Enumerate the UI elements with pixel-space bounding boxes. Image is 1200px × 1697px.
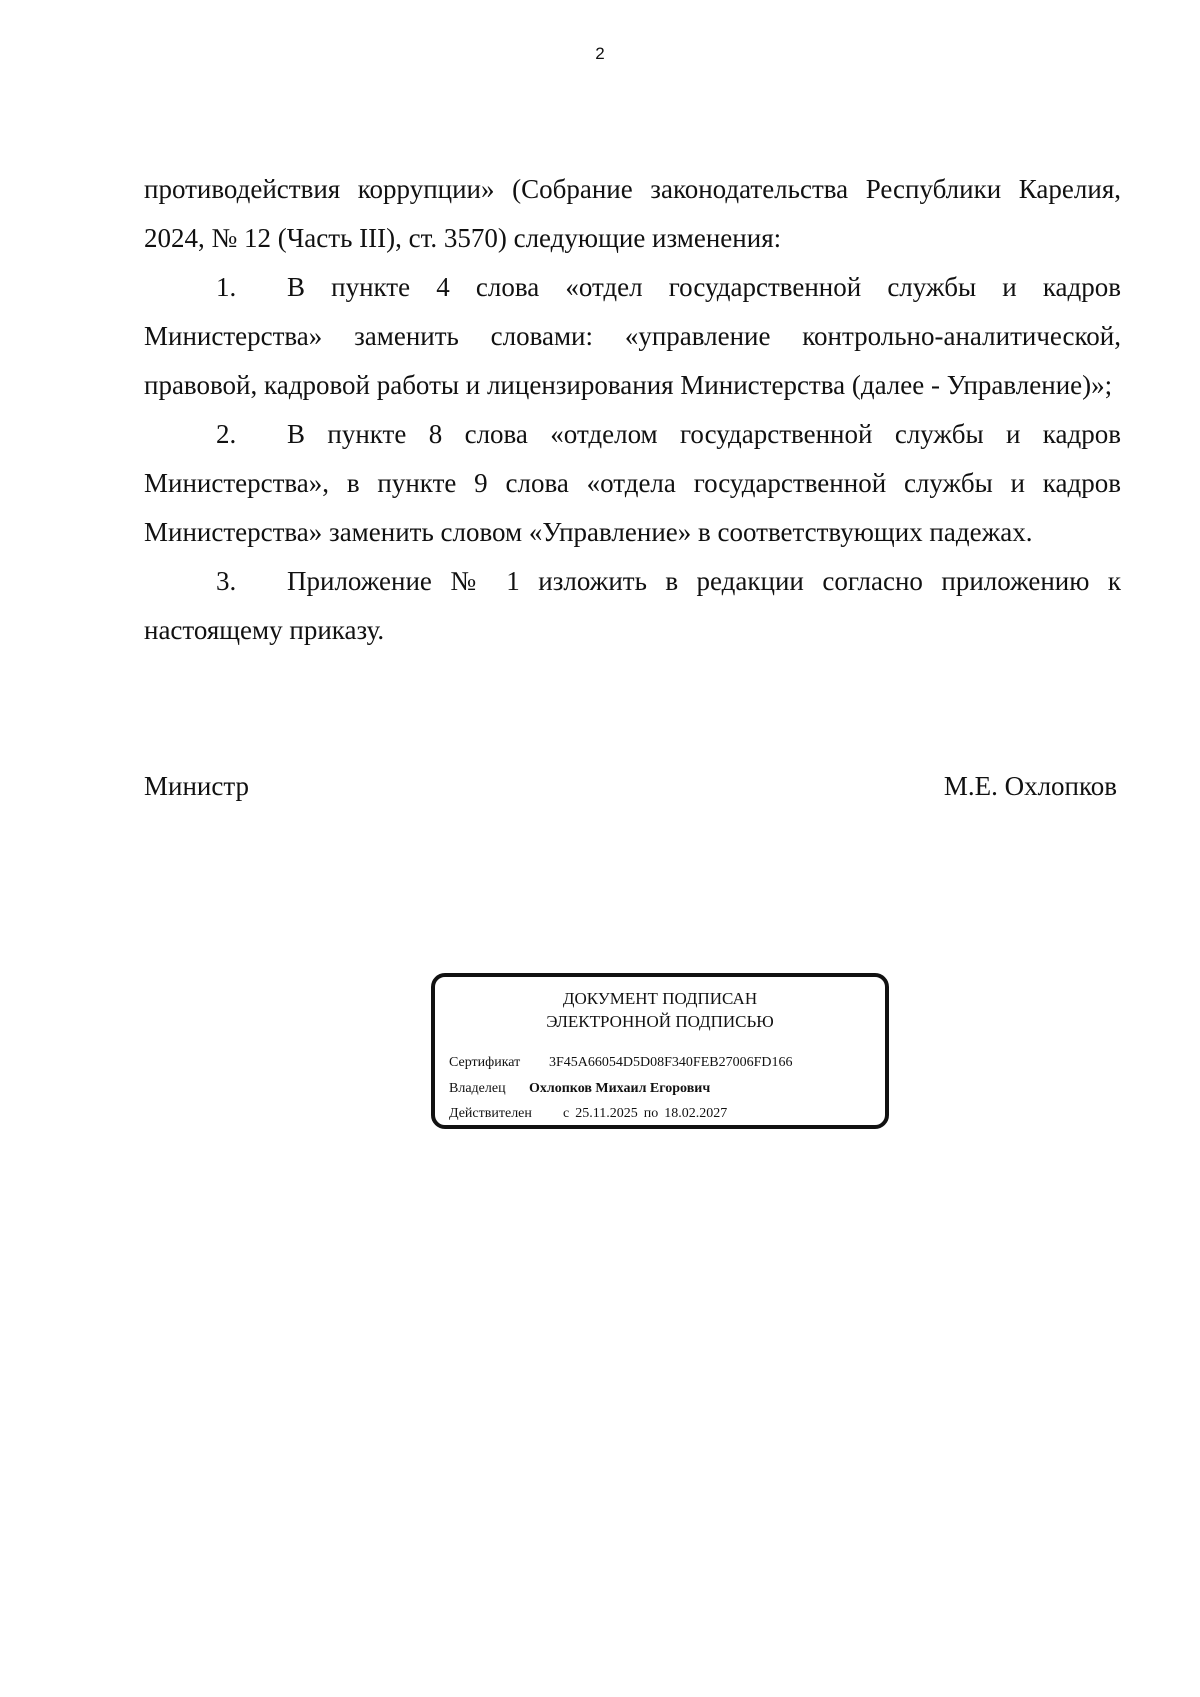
stamp-certificate-row [449,1055,792,1071]
stamp-owner-row [449,1081,710,1097]
item-text: Приложение № 1 изложить в редакции согласно приложению к настоящему приказу. [144,566,1121,645]
certificate-value: 3F45A66054D5D08F340FEB27006FD166 [549,1055,793,1070]
electronic-signature-stamp [431,973,889,1129]
list-item [144,410,1121,557]
validity-label: Действителен [449,1106,532,1121]
item-number: 1. [216,272,237,302]
page-number: 2 [595,44,605,63]
document-body [144,165,1121,655]
owner-label: Владелец [449,1081,506,1096]
certificate-label: Сертификат [449,1055,521,1070]
signatory-name: М.Е. Охлопков [943,771,1117,801]
valid-to-date: 18.02.2027 [664,1106,728,1121]
stamp-validity-row [449,1106,733,1122]
stamp-title-line: ДОКУМЕНТ ПОДПИСАН [562,989,758,1008]
owner-value: Охлопков Михаил Егорович [529,1081,711,1096]
valid-to-word: по [643,1106,659,1121]
intro-paragraph: противодействия коррупции» (Собрание законодательства Республики Карелия, 2024, № 12 (Часть III), ст. 3570) следующие изменения: [144,174,1121,253]
valid-from-word: с [563,1106,570,1121]
item-text: В пункте 8 слова «отделом государственной службы и кадров Министерства», в пункте 9 слова «отдела государственной службы и кадров Министерства» заменить словом «Управление» в соответствующих падежах. [144,419,1121,547]
item-text: В пункте 4 слова «отдел государственной службы и кадров Министерства» заменить словами: «управление контрольно-аналитической, правовой, кадровой работы и лицензирования Министерства (далее - Управление)»; [144,272,1121,400]
stamp-title-line: ЭЛЕКТРОННОЙ ПОДПИСЬЮ [546,1012,774,1031]
list-item [144,557,1121,655]
list-item [144,263,1121,410]
valid-from-date: 25.11.2025 [575,1106,638,1121]
item-number: 3. [216,566,237,596]
signatory-role: Министр [144,771,249,801]
stamp-title [435,987,885,1033]
item-number: 2. [216,419,237,449]
